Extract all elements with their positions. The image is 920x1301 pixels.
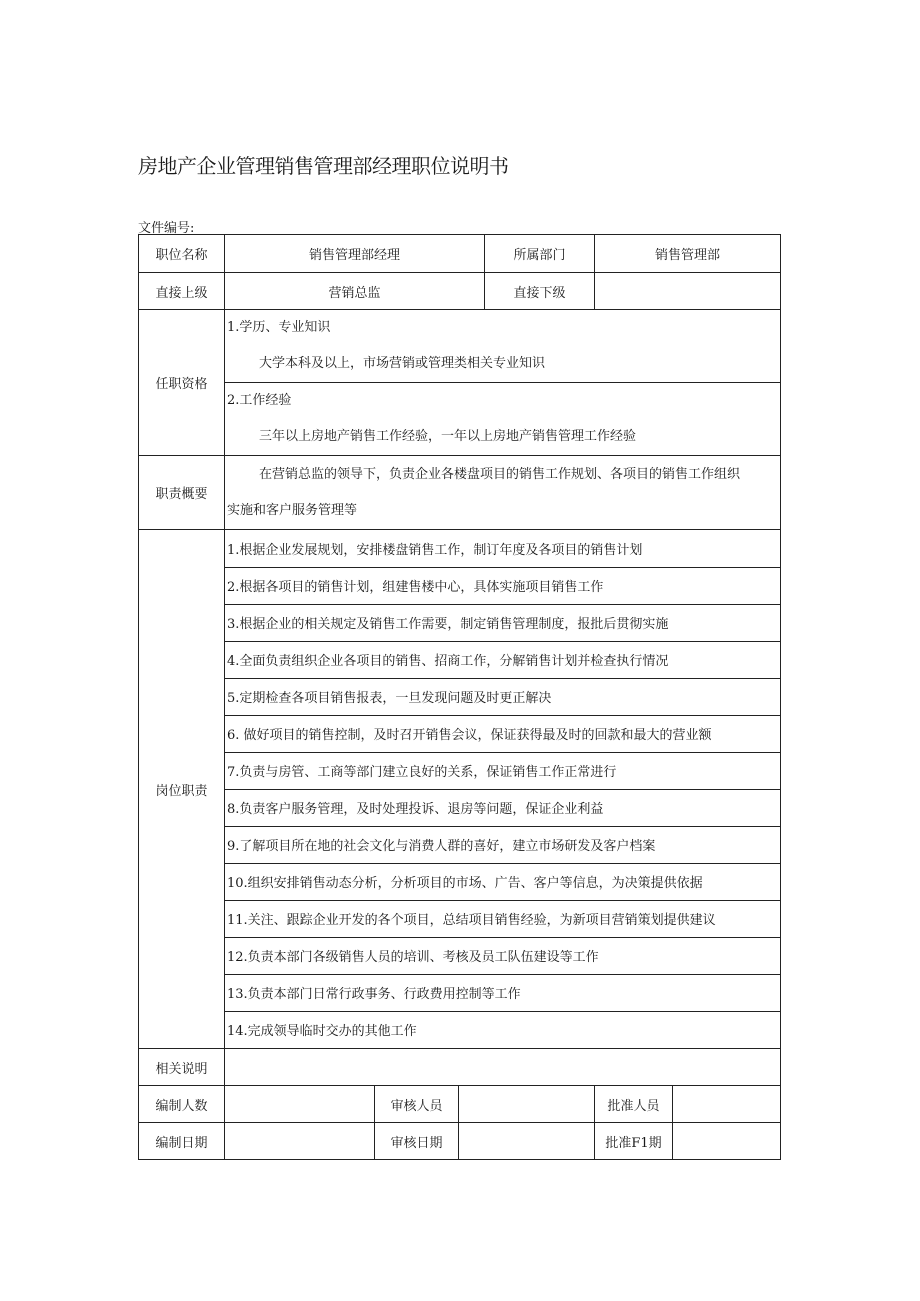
reviewer-value bbox=[459, 1086, 595, 1123]
review-date-value bbox=[459, 1123, 595, 1160]
reporting-row bbox=[139, 273, 781, 310]
duties-list bbox=[225, 530, 780, 1048]
duty-item: 6. 做好项目的销售控制，及时召开销售会议，保证获得最及时的回款和最大的营业额 bbox=[225, 715, 780, 752]
duty-item: 7.负责与房管、工商等部门建立良好的关系，保证销售工作正常进行 bbox=[225, 752, 780, 789]
approve-date-label: 批准F1期 bbox=[595, 1123, 673, 1160]
summary-label: 职责概要 bbox=[139, 456, 225, 530]
duty-item: 5.定期检查各项目销售报表，一旦发现问题及时更正解决 bbox=[225, 678, 780, 715]
duty-item: 2.根据各项目的销售计划，组建售楼中心，具体实施项目销售工作 bbox=[225, 567, 780, 604]
qualification-detail: 三年以上房地产销售工作经验，一年以上房地产销售管理工作经验 bbox=[259, 429, 637, 444]
summary-row bbox=[139, 456, 781, 530]
approver-value bbox=[673, 1086, 781, 1123]
qualification-row-2 bbox=[139, 383, 781, 456]
qualification-experience bbox=[225, 383, 781, 456]
notes-label: 相关说明 bbox=[139, 1049, 225, 1086]
duty-item: 4.全面负责组织企业各项目的销售、招商工作，分解销售计划并检查执行情况 bbox=[225, 641, 780, 678]
qualification-heading: 2.工作经验 bbox=[227, 393, 292, 408]
duty-item: 12.负责本部门各级销售人员的培训、考核及员工队伍建设等工作 bbox=[225, 937, 780, 974]
qualification-row-1 bbox=[139, 310, 781, 383]
signoff-row-people bbox=[139, 1086, 781, 1123]
superior-value: 营销总监 bbox=[225, 273, 485, 310]
review-date-label: 审核日期 bbox=[375, 1123, 459, 1160]
compiler-label: 编制人数 bbox=[139, 1086, 225, 1123]
notes-value bbox=[225, 1049, 781, 1086]
compile-date-label: 编制日期 bbox=[139, 1123, 225, 1160]
superior-label: 直接上级 bbox=[139, 273, 225, 310]
duty-item: 10.组织安排销售动态分析，分析项目的市场、广告、客户等信息，为决策提供依据 bbox=[225, 863, 780, 900]
compile-date-value bbox=[225, 1123, 375, 1160]
duty-item: 14.完成领导临时交办的其他工作 bbox=[227, 1024, 417, 1040]
summary-text bbox=[225, 456, 781, 530]
duty-item: 11.关注、跟踪企业开发的各个项目，总结项目销售经验，为新项目营销策划提供建议 bbox=[225, 900, 780, 937]
qualification-heading: 1.学历、专业知识 bbox=[227, 320, 331, 335]
duty-item: 3.根据企业的相关规定及销售工作需要，制定销售管理制度，报批后贯彻实施 bbox=[225, 604, 780, 641]
subordinate-label: 直接下级 bbox=[485, 273, 595, 310]
department-label: 所属部门 bbox=[485, 235, 595, 273]
file-number-label: 文件编号: bbox=[138, 221, 195, 236]
signoff-row-dates bbox=[139, 1123, 781, 1160]
qualification-detail: 大学本科及以上，市场营销或管理类相关专业知识 bbox=[259, 356, 546, 371]
summary-line-2: 实施和客户服务管理等 bbox=[227, 502, 358, 518]
position-label: 职位名称 bbox=[139, 235, 225, 273]
approve-date-value bbox=[673, 1123, 781, 1160]
qualifications-label: 任职资格 bbox=[139, 310, 225, 456]
reviewer-label: 审核人员 bbox=[375, 1086, 459, 1123]
approver-label: 批准人员 bbox=[595, 1086, 673, 1123]
duty-item: 1.根据企业发展规划，安排楼盘销售工作，制订年度及各项目的销售计划 bbox=[225, 530, 780, 567]
notes-row bbox=[139, 1049, 781, 1086]
position-value: 销售管理部经理 bbox=[225, 235, 485, 273]
compiler-value bbox=[225, 1086, 375, 1123]
job-description-table bbox=[138, 234, 781, 1160]
position-row bbox=[139, 235, 781, 273]
duties-row bbox=[139, 530, 781, 1049]
duties-cell bbox=[225, 530, 781, 1049]
qualification-education bbox=[225, 310, 781, 383]
duty-item: 9.了解项目所在地的社会文化与消费人群的喜好，建立市场研发及客户档案 bbox=[225, 826, 780, 863]
duties-label: 岗位职责 bbox=[139, 530, 225, 1049]
document-title: 房地产企业管理销售管理部经理职位说明书 bbox=[138, 154, 509, 178]
summary-line-1: 在营销总监的领导下，负责企业各楼盘项目的销售工作规划、各项目的销售工作组织 bbox=[259, 466, 741, 482]
duty-item: 8.负责客户服务管理，及时处理投诉、退房等问题，保证企业利益 bbox=[225, 789, 780, 826]
department-value: 销售管理部 bbox=[595, 235, 781, 273]
subordinate-value bbox=[595, 273, 781, 310]
duty-item: 13.负责本部门日常行政事务、行政费用控制等工作 bbox=[225, 974, 780, 1011]
